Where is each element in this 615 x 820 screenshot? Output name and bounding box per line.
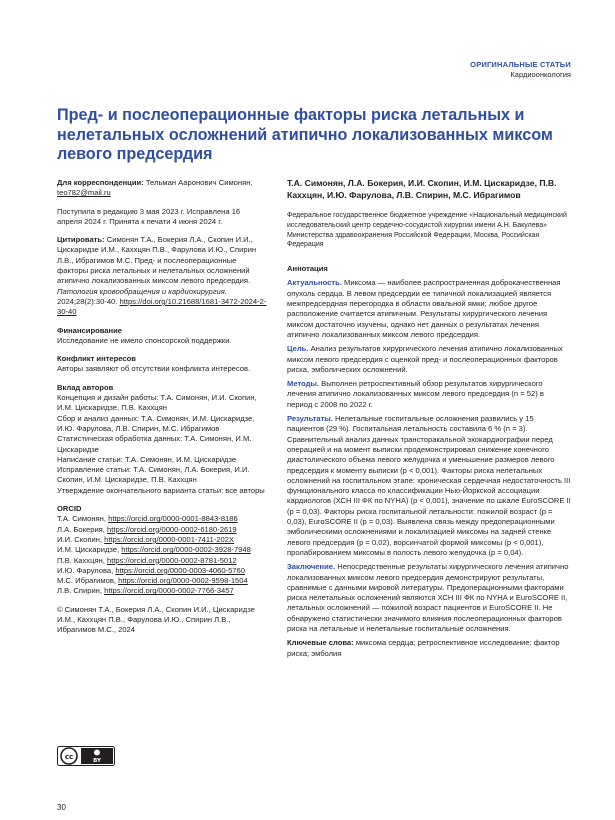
orcid-author: М.С. Ибрагимов, (57, 576, 116, 586)
conclusion-text: Непосредственные результаты хирургического лечения атипично локализованных миксом левого предсердия демонстрируют результаты, сравнимые с данными мировой литературы. Предоперационными факторами риска нелетальных осложнений являются ХСН III ФК по NYHA и EuroSCORE II, летальных осложнений — пожилой возраст пациентов и EuroSCORE II. Не обнаружено статистически значимого влияния послеоперационных факторов риска на летальные и нелетальные госпитальные осложнения. (287, 562, 569, 633)
keywords (287, 638, 571, 659)
keywords-text: миксома сердца; ретроспективное исследование; фактор риска; эмболия (287, 638, 560, 658)
orcid-heading: ORCID (57, 504, 82, 514)
date-received: Поступила в редакцию 3 мая 2023 г. (57, 206, 185, 216)
citation-doi-link[interactable]: https://doi.org/10.21688/1681-3472-2024-2-30-40 (57, 296, 267, 317)
abstract-methods (287, 379, 571, 410)
orcid-entry (57, 525, 267, 535)
cc-by-icon (57, 746, 115, 766)
author-list: Т.А. Симонян, Л.А. Бокерия, И.И. Скопин, И.М. Цискаридзе, П.В. Каххцян, И.Ю. Фарулова, Л.В. Спирин, М.С. Ибрагимов (287, 178, 557, 200)
relevance-text: Миксома — наиболее распространенная доброкачественная опухоль сердца. В левом предсердии ее типичной локализацией является межпредсердная перегородка в области овальной ямки; любое другое расположение считается атипичным. Результаты хирургического лечения миксом достаточно изучены, однако нет данных о результатах лечения атипично локализованных миксом левого предсердия. (287, 278, 561, 339)
orcid-entry (57, 566, 267, 576)
article-dates (57, 207, 267, 228)
orcid-link[interactable]: https://orcid.org/0000-0003-4060-5760 (115, 565, 245, 575)
funding-heading: Финансирование (57, 325, 122, 335)
conflict-heading: Конфликт интересов (57, 354, 136, 364)
orcid-link[interactable]: https://orcid.org/0000-0002-9598-1504 (118, 576, 248, 586)
methods-text: Выполнен ретроспективный обзор результатов хирургического лечения атипично локализованных миксом левого предсердия (n = 52) в период с 2008 по 2022 г. (287, 379, 544, 409)
orcid-entry (57, 576, 267, 586)
orcid-author: Т.А. Симонян, (57, 514, 106, 524)
orcid-link[interactable]: https://orcid.org/0000-0002-7766-3457 (104, 586, 234, 596)
section-label: ОРИГИНАЛЬНЫЕ СТАТЬИ (470, 60, 571, 69)
copyright: © Симонян Т.А., Бокерия Л.А., Скопин И.И., Цискаридзе И.М., Каххцян П.В., Фарулова И.Ю., Спирин Л.В., Ибрагимов М.С., 2024 (57, 604, 255, 635)
citation-details: 2024;28(2):30-40. (57, 296, 118, 306)
article-title: Пред- и послеоперационные факторы риска летальных и нелетальных осложнений атипично локализованных миксом левого предсердия (57, 106, 553, 163)
correspondence-email[interactable]: teo782@mail.ru (57, 188, 111, 198)
keywords-label: Ключевые слова: (287, 638, 354, 648)
orcid-link[interactable]: https://orcid.org/0000-0002-3928-7948 (121, 545, 251, 555)
orcid-entry (57, 535, 267, 545)
results-label: Результаты. (287, 414, 333, 424)
abstract-heading: Аннотация (287, 264, 328, 274)
abstract-aim (287, 344, 571, 375)
orcid-author: И.И. Скопин, (57, 534, 103, 544)
orcid-link[interactable]: https://orcid.org/0000-0001-7411-202X (104, 534, 235, 544)
correspondence-label: Для корреспонденции: (57, 178, 144, 187)
orcid-link[interactable]: https://orcid.org/0000-0002-6180-2619 (107, 524, 237, 534)
author-contributions (57, 383, 267, 496)
contrib-line: Сбор и анализ данных: Т.А. Симонян, И.М. Цискаридзе, И.Ю. Фарулова, Л.В. Спирин, М.С. Ибрагимов (57, 413, 255, 433)
orcid-author: Л.А. Бокерия, (57, 524, 105, 534)
contrib-heading: Вклад авторов (57, 382, 114, 392)
aim-text: Анализ результатов хирургического лечения атипично локализованных миксом левого предсердия с оценкой пред- и послеоперационных факторов риска, эмболических осложнений. (287, 344, 563, 374)
citation-authors: Симонян Т.А., Бокерия Л.А., Скопин И.И., Цискаридзе И.М., Каххцян П.В., Фарулова И.Ю., Спирин Л.В., Ибрагимов М.С. Пред- и послеоперационные факторы риска летальных и нелетальных осложнений атипично локализованных миксом левого предсердия. (57, 235, 257, 286)
orcid-section (57, 504, 267, 597)
funding-text: Исследование не имело спонсорской поддержки. (57, 335, 232, 345)
citation (57, 235, 267, 317)
cc-by-license-badge[interactable] (57, 746, 115, 766)
methods-label: Методы. (287, 379, 320, 389)
citation-label: Цитировать: (57, 235, 105, 245)
contrib-line: Статистическая обработка данных: Т.А. Симонян, И.М. Цискаридзе (57, 434, 252, 454)
date-revised: Исправлена 16 апреля 2024 г. (57, 206, 241, 226)
orcid-entry (57, 586, 267, 596)
citation-journal: Патология кровообращения и кардиохирургия. (57, 286, 227, 296)
affiliation: Федеральное государственное бюджетное учреждение «Национальный медицинский исследовательский центр сердечно-сосудистой хирургии имени А.Н. Бакулева» Министерства здравоохранения Российской Федерации, Москва, Российская Федерация (287, 212, 567, 249)
relevance-label: Актуальность. (287, 278, 342, 288)
conflict-of-interest (57, 354, 267, 375)
orcid-author: П.В. Каххцян, (57, 555, 105, 565)
abstract-conclusion (287, 562, 571, 634)
abstract-results (287, 414, 571, 558)
conclusion-label: Заключение. (287, 562, 336, 572)
left-column (57, 178, 267, 636)
aim-label: Цель. (287, 344, 309, 354)
date-accepted: Принята к печати 4 июня 2024 г. (109, 216, 223, 226)
contrib-line: Написание статьи: Т.А. Симонян, И.М. Цискаридзе (57, 454, 237, 464)
orcid-entry (57, 545, 267, 555)
correspondence-name: Тельман Ааронович Симонян, (145, 178, 253, 187)
results-text: Нелетальные госпитальные осложнения развились у 15 пациентов (29 %). Госпитальная летальность составила 6 % (n = 3). Сравнительный анализ данных трансторакальной эхокардиографии перед операцией и на момент выписки продемонстрировал снижение конечного диастолического объема левого желудочка и уменьшение размеров левого предсердия к моменту выписки (p < 0,001). Факторы риска нелетальных осложнений на госпитальном этапе: хроническая сердечная недостаточность III функционального класса по классификации Нью-Йоркской ассоциации кардиологов (ХСН III ФК по NYHA) (p < 0,001), значение по шкале EuroSCORE II (p = 0,03). Факторы риска госпитальной летальности: пожилой возраст (p = 0,03), EuroSCORE II (p = 0,03). Выявлена связь между предоперационными эмболическими осложнениями и локализацией миксомы на задней стенке левого предсердия (p = 0,02), ворсинчатой формой миксомы (p < 0,001), пролабированием миксомы в полость левого желудочка (p = 0,04). (287, 414, 571, 557)
orcid-link[interactable]: https://orcid.org/0000-0001-8843-8186 (108, 514, 238, 524)
right-column (287, 178, 571, 659)
journal-section-header (470, 60, 571, 80)
abstract-relevance (287, 278, 571, 340)
funding (57, 326, 267, 347)
orcid-entry (57, 556, 267, 566)
orcid-link[interactable]: https://orcid.org/0000-0002-8781-5012 (106, 555, 237, 565)
orcid-author: И.Ю. Фарулова, (57, 565, 114, 575)
orcid-entry (57, 514, 267, 524)
by-text: BY (93, 758, 101, 764)
contrib-line: Концепция и дизайн работы: Т.А. Симонян, И.И. Скопин, И.М. Цискаридзе, П.В. Каххцян (57, 393, 257, 413)
orcid-author: Л.В. Спирин, (57, 586, 102, 596)
orcid-author: И.М. Цискаридзе, (57, 545, 120, 555)
contrib-line: Утверждение окончательного варианта статьи: все авторы (57, 485, 265, 495)
page-number: 30 (57, 803, 66, 812)
conflict-text: Авторы заявляют об отсутствии конфликта интересов. (57, 364, 251, 374)
subsection-label: Кардиоонкология (510, 70, 571, 79)
contrib-line: Исправление статьи: Т.А. Симонян, Л.А. Бокерия, И.И. Скопин, И.М. Цискаридзе, П.В. Каххцян (57, 465, 250, 485)
cc-text: cc (64, 752, 74, 761)
correspondence (57, 178, 267, 199)
